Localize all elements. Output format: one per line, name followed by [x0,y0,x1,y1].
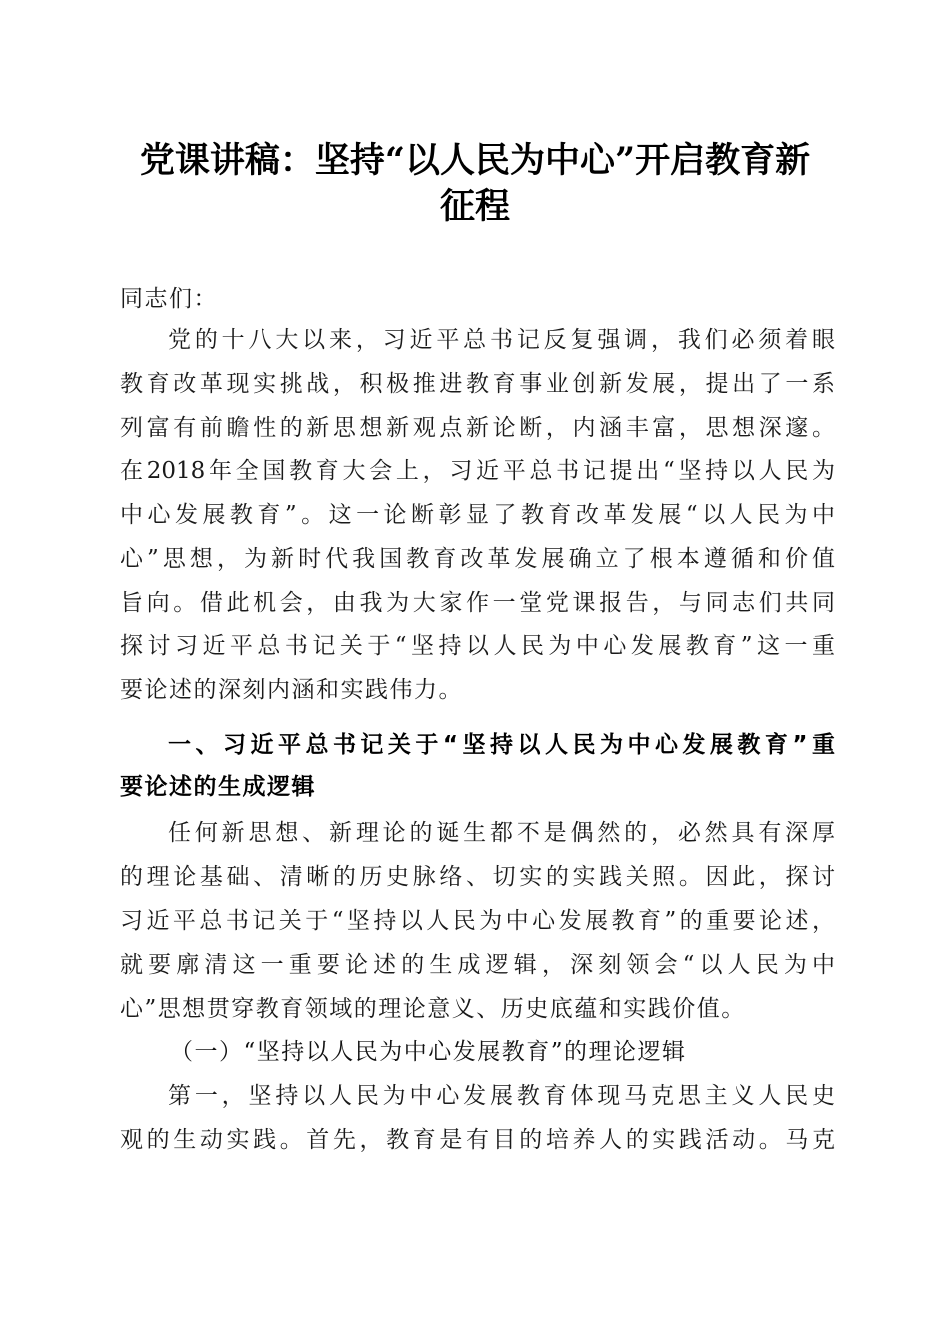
intro-paragraph-line: 列富有前瞻性的新思想新观点新论断，内涵丰富，思想深邃。 [120,415,835,441]
intro-paragraph-line: 心”思想，为新时代我国教育改革发展确立了根本遵循和价值 [120,546,835,572]
intro-paragraph-line: 探讨习近平总书记关于“坚持以人民为中心发展教育”这一重 [120,633,835,659]
section-paragraph-line: 任何新思想、新理论的诞生都不是偶然的，必然具有深厚 [168,820,835,846]
subsection-paragraph-line: 第一，坚持以人民为中心发展教育体现马克思主义人民史 [168,1083,835,1109]
section-paragraph-line: 心”思想贯穿教育领域的理论意义、历史底蕴和实践价值。 [120,996,746,1022]
intro-paragraph-line: 旨向。借此机会，由我为大家作一堂党课报告，与同志们共同 [120,590,835,616]
intro-paragraph-line: 党的十八大以来，习近平总书记反复强调，我们必须着眼 [168,327,835,353]
salutation: 同志们： [120,286,218,312]
document-title-line-1: 党课讲稿：坚持“以人民为中心”开启教育新 [139,140,811,181]
section-heading-line: 一、习近平总书记关于“坚持以人民为中心发展教育”重 [168,732,835,758]
intro-paragraph-line: 在2018年全国教育大会上，习近平总书记提出“坚持以人民为 [120,458,835,484]
section-paragraph-line: 就要廓清这一重要论述的生成逻辑，深刻领会“以人民为中 [120,952,835,978]
intro-paragraph-line: 要论述的深刻内涵和实践伟力。 [120,677,463,703]
section-paragraph-line: 习近平总书记关于“坚持以人民为中心发展教育”的重要论述， [120,908,835,934]
intro-paragraph-line: 教育改革现实挑战，积极推进教育事业创新发展，提出了一系 [120,371,835,397]
subsection-heading: （一）“坚持以人民为中心发展教育”的理论逻辑 [170,1039,687,1065]
section-paragraph-line: 的理论基础、清晰的历史脉络、切实的实践关照。因此，探讨 [120,864,835,890]
intro-paragraph-line: 中心发展教育”。这一论断彰显了教育改革发展“以人民为中 [120,502,835,528]
subsection-paragraph-line: 观的生动实践。首先，教育是有目的培养人的实践活动。马克 [120,1127,835,1153]
section-heading-line: 要论述的生成逻辑 [120,774,316,800]
document-title-line-2: 征程 [439,186,510,227]
